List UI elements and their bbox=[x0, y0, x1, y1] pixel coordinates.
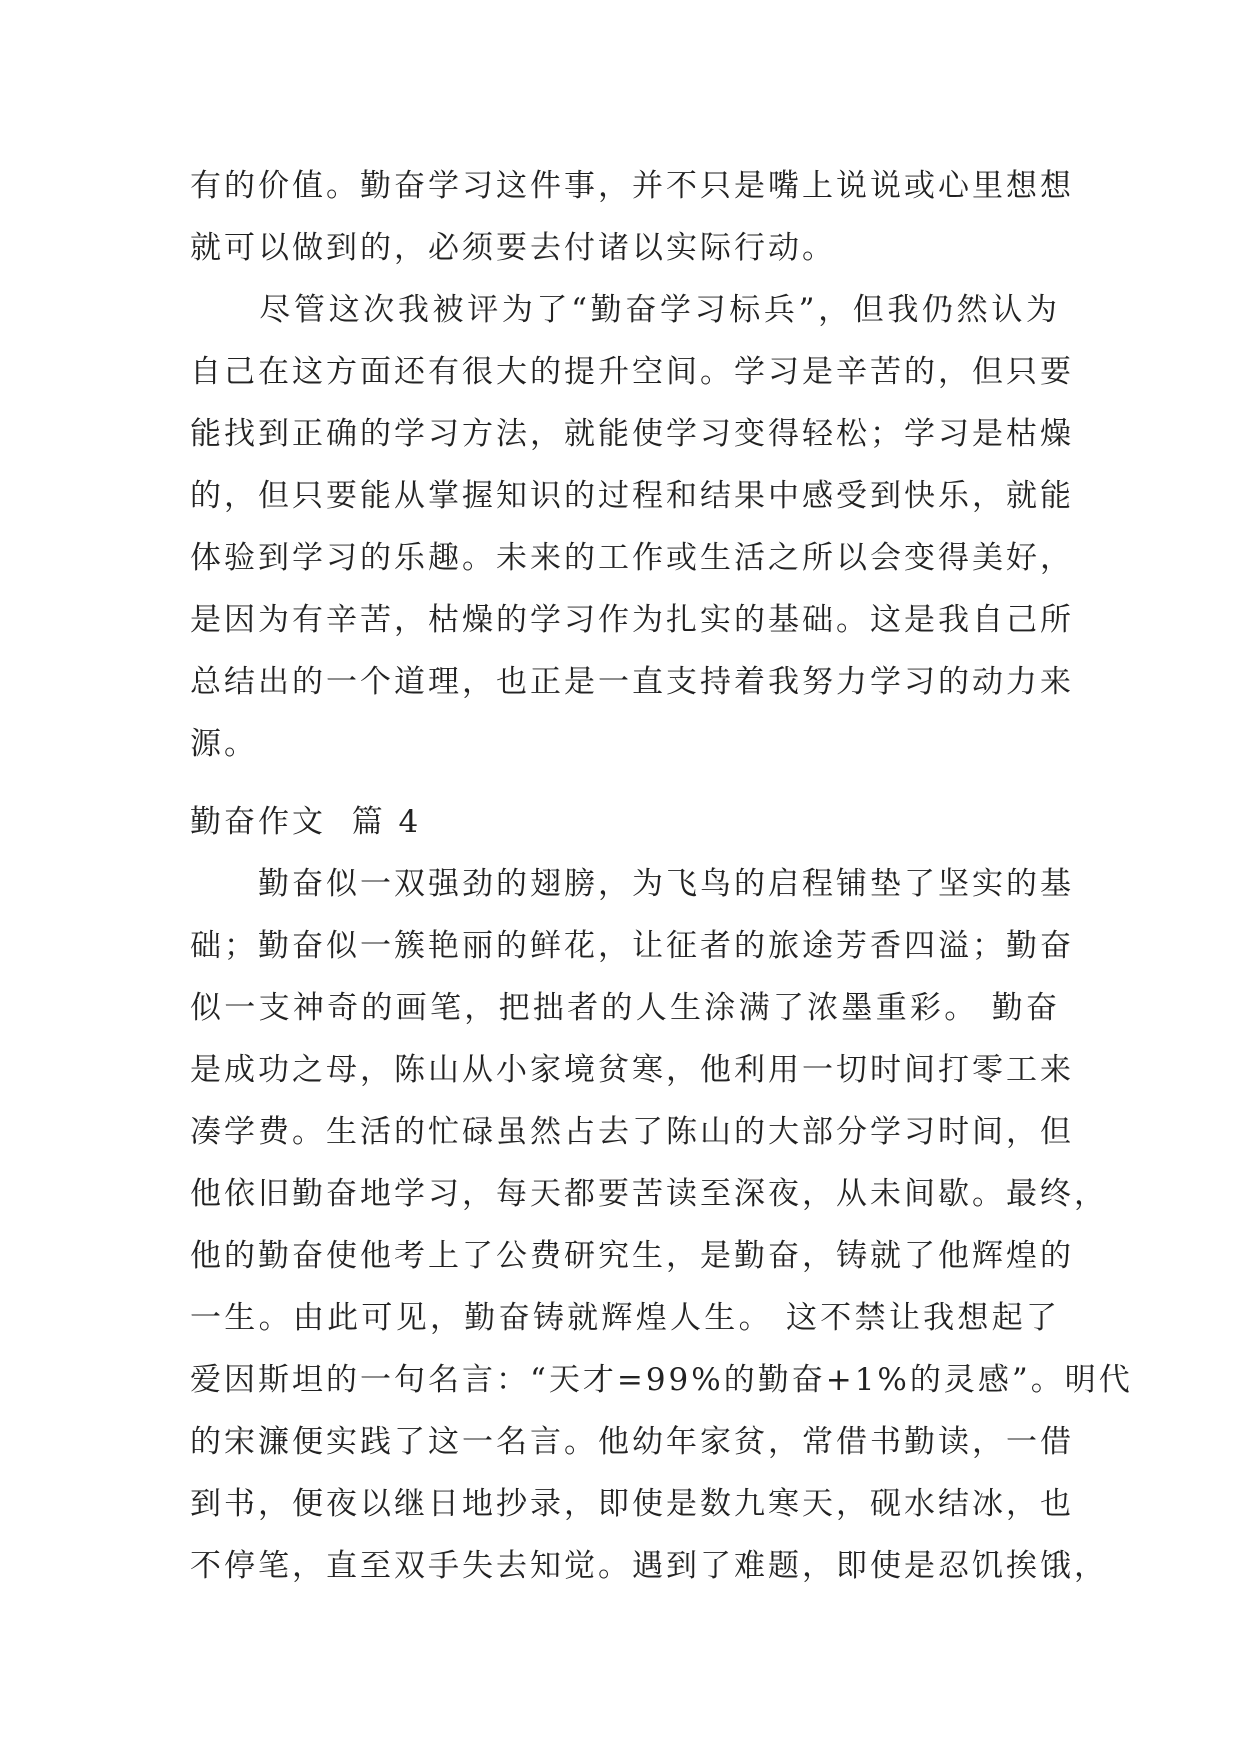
paragraph-honor bbox=[190, 279, 1074, 775]
paragraph-line: 他依旧勤奋地学习，每天都要苦读至深夜，从未间歇。最终， bbox=[190, 1176, 1108, 1212]
paragraph-essay bbox=[190, 853, 1133, 1597]
paragraph-line: 爱因斯坦的一句名言：“天才=99%的勤奋+1%的灵感”。明代 bbox=[190, 1362, 1133, 1398]
paragraph-line: 有的价值。勤奋学习这件事，并不只是嘴上说说或心里想想 bbox=[190, 168, 1074, 204]
paragraph-line: 凑学费。生活的忙碌虽然占去了陈山的大部分学习时间，但 bbox=[190, 1114, 1074, 1150]
paragraph-line: 源。 bbox=[190, 726, 258, 762]
paragraph-line: 是因为有辛苦，枯燥的学习作为扎实的基础。这是我自己所 bbox=[190, 602, 1074, 638]
section-heading bbox=[190, 791, 1060, 853]
paragraph-line: 的宋濂便实践了这一名言。他幼年家贫，常借书勤读，一借 bbox=[190, 1424, 1074, 1460]
paragraph-line: 似一支神奇的画笔，把拙者的人生涂满了浓墨重彩。 勤奋 bbox=[190, 990, 1060, 1026]
paragraph-line: 自己在这方面还有很大的提升空间。学习是辛苦的，但只要 bbox=[190, 354, 1074, 390]
section-heading-text: 勤奋作文 篇 4 bbox=[190, 804, 422, 840]
paragraph-line: 就可以做到的，必须要去付诸以实际行动。 bbox=[190, 230, 836, 266]
paragraph-line: 是成功之母，陈山从小家境贫寒，他利用一切时间打零工来 bbox=[190, 1052, 1074, 1088]
paragraph-line: 到书，便夜以继日地抄录，即使是数九寒天，砚水结冰，也 bbox=[190, 1486, 1074, 1522]
paragraph-line: 体验到学习的乐趣。未来的工作或生活之所以会变得美好， bbox=[190, 540, 1074, 576]
paragraph-continued bbox=[190, 155, 1074, 279]
paragraph-line: 能找到正确的学习方法，就能使学习变得轻松；学习是枯燥 bbox=[190, 416, 1074, 452]
paragraph-line: 一生。由此可见，勤奋铸就辉煌人生。 这不禁让我想起了 bbox=[190, 1300, 1060, 1336]
paragraph-line: 的，但只要能从掌握知识的过程和结果中感受到快乐，就能 bbox=[190, 478, 1074, 514]
paragraph-line: 总结出的一个道理，也正是一直支持着我努力学习的动力来 bbox=[190, 664, 1074, 700]
paragraph-line: 尽管这次我被评为了“勤奋学习标兵”，但我仍然认为 bbox=[190, 292, 1060, 328]
paragraph-line: 勤奋似一双强劲的翅膀，为飞鸟的启程铺垫了坚实的基 bbox=[190, 866, 1074, 902]
paragraph-line: 他的勤奋使他考上了公费研究生，是勤奋，铸就了他辉煌的 bbox=[190, 1238, 1074, 1274]
paragraph-line: 不停笔，直至双手失去知觉。遇到了难题，即使是忍饥挨饿， bbox=[190, 1548, 1108, 1584]
paragraph-line: 础；勤奋似一簇艳丽的鲜花，让征者的旅途芳香四溢；勤奋 bbox=[190, 928, 1074, 964]
